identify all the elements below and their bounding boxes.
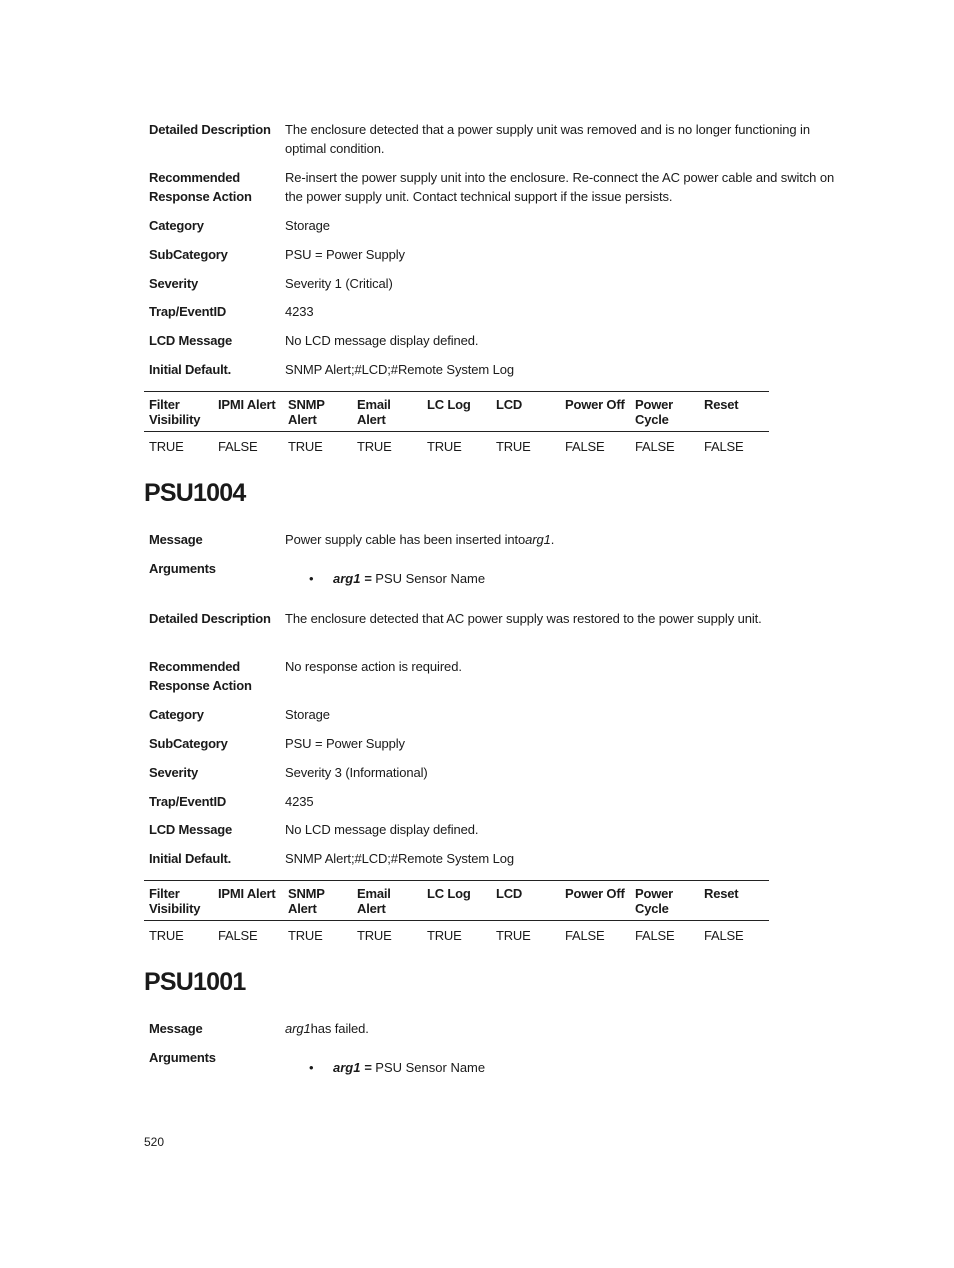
value-snmp-alert: TRUE <box>288 439 323 454</box>
detailed-description-value: The enclosure detected that AC power supply was restored to the power supply unit. <box>285 611 762 626</box>
value-lc-log: TRUE <box>427 928 462 943</box>
subcategory-value: PSU = Power Supply <box>285 736 405 751</box>
lcd-message-label: LCD Message <box>149 333 233 348</box>
severity-value: Severity 3 (Informational) <box>285 765 428 780</box>
header-reset: Reset <box>704 397 739 412</box>
lcd-message-value: No LCD message display defined. <box>285 333 479 348</box>
header-filter-visibility: Filter Visibility <box>149 397 201 427</box>
trap-eventid-value: 4235 <box>285 794 314 809</box>
message-arg: arg1 <box>525 532 551 547</box>
argument-value: PSU Sensor Name <box>375 1060 486 1075</box>
value-ipmi-alert: FALSE <box>218 439 258 454</box>
bullet-icon: • <box>309 571 314 586</box>
message-label: Message <box>149 1021 203 1036</box>
value-filter-visibility: TRUE <box>149 439 184 454</box>
value-reset: FALSE <box>704 439 744 454</box>
table-header-rule <box>144 431 769 432</box>
severity-label: Severity <box>149 276 198 291</box>
recommended-action-label: Recommended Response Action <box>149 659 252 693</box>
table-top-rule <box>144 880 769 881</box>
arguments-label: Arguments <box>149 1050 216 1065</box>
value-reset: FALSE <box>704 928 744 943</box>
argument-name: arg1 = <box>333 1060 372 1075</box>
initial-default-label: Initial Default. <box>149 362 232 377</box>
value-power-off: FALSE <box>565 928 605 943</box>
value-ipmi-alert: FALSE <box>218 928 258 943</box>
recommended-action-label: Recommended Response Action <box>149 170 252 204</box>
header-email-alert: Email Alert <box>357 886 391 916</box>
header-power-cycle: Power Cycle <box>635 397 674 427</box>
header-reset: Reset <box>704 886 739 901</box>
header-lcd: LCD <box>496 397 523 412</box>
header-snmp-alert: SNMP Alert <box>288 886 325 916</box>
message-value <box>285 1019 835 1038</box>
category-value: Storage <box>285 707 330 722</box>
header-power-off: Power Off <box>565 886 625 901</box>
detailed-description-label: Detailed Description <box>149 122 271 137</box>
header-ipmi-alert: IPMI Alert <box>218 397 276 412</box>
header-email-alert: Email Alert <box>357 397 391 427</box>
header-power-cycle: Power Cycle <box>635 886 674 916</box>
message-text: Power supply cable has been inserted into <box>285 532 526 547</box>
header-power-off: Power Off <box>565 397 625 412</box>
category-label: Category <box>149 218 204 233</box>
subcategory-value: PSU = Power Supply <box>285 247 405 262</box>
value-lc-log: TRUE <box>427 439 462 454</box>
trap-eventid-value: 4233 <box>285 304 314 319</box>
header-lcd: LCD <box>496 886 523 901</box>
section-title-psu1004: PSU1004 <box>144 479 246 507</box>
header-snmp-alert: SNMP Alert <box>288 397 325 427</box>
lcd-message-label: LCD Message <box>149 822 233 837</box>
message-suffix: . <box>550 532 555 547</box>
subcategory-label: SubCategory <box>149 247 228 262</box>
severity-value: Severity 1 (Critical) <box>285 276 393 291</box>
header-ipmi-alert: IPMI Alert <box>218 886 276 901</box>
lcd-message-value: No LCD message display defined. <box>285 822 479 837</box>
initial-default-value: SNMP Alert;#LCD;#Remote System Log <box>285 362 515 377</box>
value-power-off: FALSE <box>565 439 605 454</box>
value-filter-visibility: TRUE <box>149 928 184 943</box>
bullet-icon: • <box>309 1060 314 1075</box>
table-header-rule <box>144 920 769 921</box>
table-top-rule <box>144 391 769 392</box>
value-email-alert: TRUE <box>357 439 392 454</box>
message-value <box>285 530 835 549</box>
header-filter-visibility: Filter Visibility <box>149 886 201 916</box>
section-title-psu1001: PSU1001 <box>144 968 246 996</box>
recommended-action-value: No response action is required. <box>285 659 462 674</box>
value-power-cycle: FALSE <box>635 439 675 454</box>
trap-eventid-label: Trap/EventID <box>149 304 227 319</box>
value-lcd: TRUE <box>496 439 531 454</box>
header-lc-log: LC Log <box>427 886 471 901</box>
message-suffix: has failed. <box>310 1021 369 1036</box>
initial-default-label: Initial Default. <box>149 851 232 866</box>
argument-text <box>333 1058 485 1077</box>
message-arg: arg1 <box>285 1021 311 1036</box>
severity-label: Severity <box>149 765 198 780</box>
argument-text <box>333 569 485 588</box>
detailed-description-label: Detailed Description <box>149 611 271 626</box>
subcategory-label: SubCategory <box>149 736 228 751</box>
category-value: Storage <box>285 218 330 233</box>
recommended-action-value: Re-insert the power supply unit into the enclosure. Re-connect the AC power cable and switch on the power supply unit. Contact technical support if the issue persists. <box>285 170 835 204</box>
category-label: Category <box>149 707 204 722</box>
value-lcd: TRUE <box>496 928 531 943</box>
arguments-label: Arguments <box>149 561 216 576</box>
value-snmp-alert: TRUE <box>288 928 323 943</box>
trap-eventid-label: Trap/EventID <box>149 794 227 809</box>
detailed-description-value: The enclosure detected that a power supply unit was removed and is no longer functioning in optimal condition. <box>285 122 810 156</box>
value-power-cycle: FALSE <box>635 928 675 943</box>
argument-value: PSU Sensor Name <box>375 571 486 586</box>
header-lc-log: LC Log <box>427 397 471 412</box>
argument-name: arg1 = <box>333 571 372 586</box>
message-label: Message <box>149 532 203 547</box>
value-email-alert: TRUE <box>357 928 392 943</box>
page-number: 520 <box>144 1135 165 1149</box>
initial-default-value: SNMP Alert;#LCD;#Remote System Log <box>285 851 515 866</box>
